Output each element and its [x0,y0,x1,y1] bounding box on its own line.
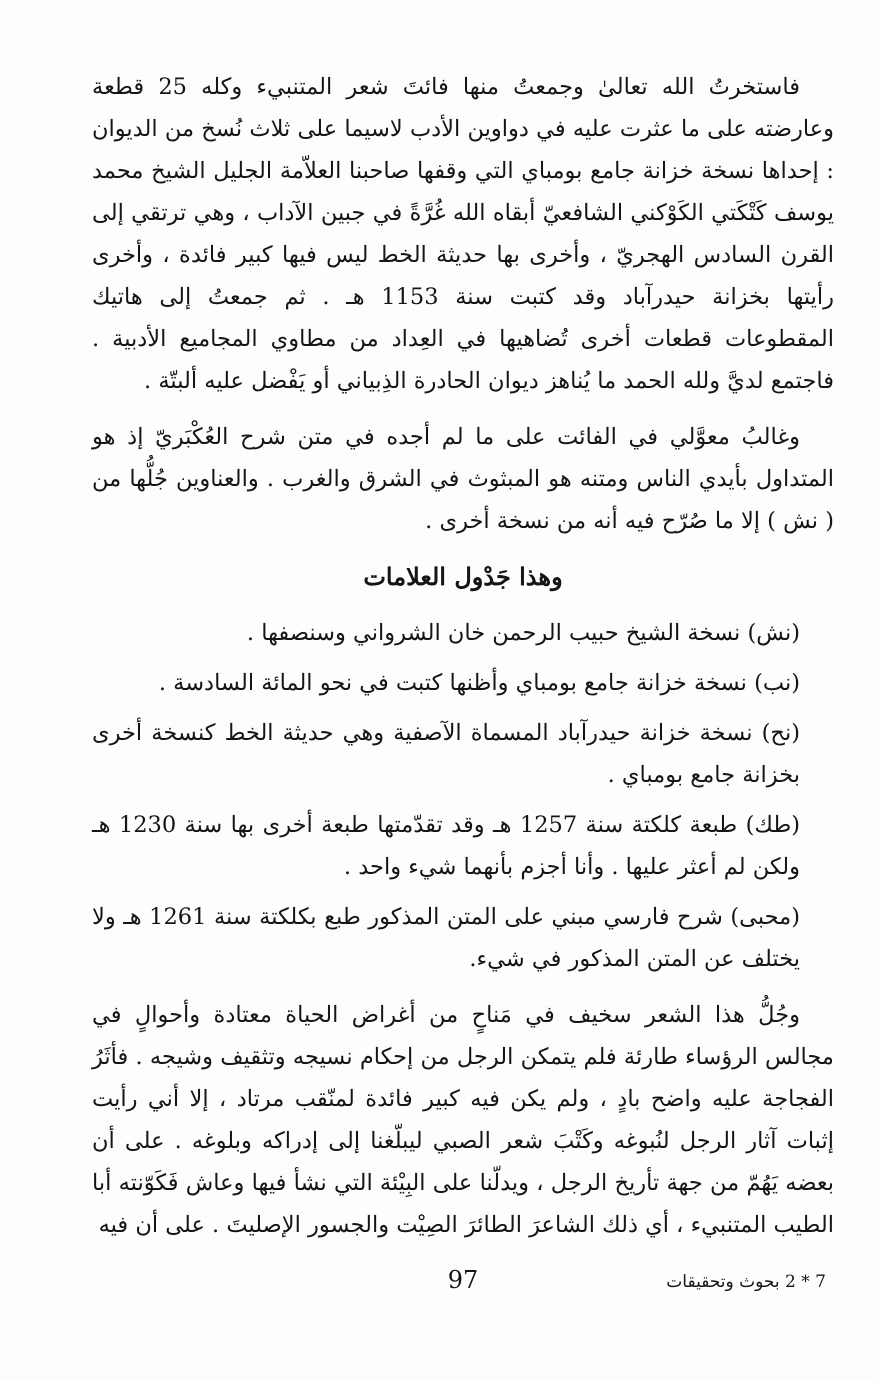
paragraph-sources: وغالبُ معوَّلي في الفائت على ما لم أجده في متن شرح العُكْبَريّ إذ هو المتداول بأيدي الناس ومتنه هو المبثوث في الشرق والغرب . والعناوين جُلُّها من ( نش ) إلا ما صُرّح فيه أنه من نسخة أخرى . [92,424,834,534]
legend-code: (نش) [747,620,800,646]
legend-text: نسخة خزانة حيدرآباد المسماة الآصفية وهي حديثة الخط كنسخة أخرى بخزانة جامع بومباي . [92,720,800,788]
legend-text: نسخة خزانة جامع بومباي وأظنها كتبت في نحو المائة السادسة . [158,670,747,696]
legend-code: (نب) [754,670,800,696]
legend-text: نسخة الشيخ حبيب الرحمن خان الشرواني وسنصفها . [246,620,741,646]
section-heading: وهذا جَدْول العلامات [363,562,563,591]
legend-entry-nsh [92,612,834,654]
legend-text: شرح فارسي مبني على المتن المذكور طبع بكلكتة سنة 1261 هـ ولا يختلف عن المتن المذكور في شيء. [92,904,800,972]
legend-text: طبعة كلكتة سنة 1257 هـ وقد تقدّمتها طبعة أخرى بها سنة 1230 هـ ولكن لم أعثر عليها . وأنا أجزم بأنهما شيء واحد . [92,812,800,880]
legend-code: (طك) [745,812,801,838]
legend-entry-nb [92,662,834,704]
paragraph-assessment: وجُلُّ هذا الشعر سخيف في مَناحٍ من أغراض الحياة معتادة وأحوالٍ في مجالس الرؤساء طارئة فلم يتمكن الرجل من إحكام نسيجه وتثقيف وشيجه . فأثَرُ الفجاجة عليه واضح بادٍ ، ولم يكن فيه كبير فائدة لمنّقب مرتاد ، إلا أني رأيت إثبات آثار الرجل لنُبوغه وكَتْبَ شعر الصبي ليبلّغنا إلى إدراكه وبلوغه . على أن بعضه يَهُمّ من جهة تأريخ الرجل ، ويدلّنا على البِيْئة التي نشأ فيها وعاش فَكَوّنته أبا الطيب المتنبيء ، أي ذلك الشاعرَ الطائرَ الصِيْت والجسور الإصليتَ . على أن فيه [92,1002,834,1238]
paragraph-intro: فاستخرتُ الله تعالىٰ وجمعتُ منها فائتَ شعر المتنبيء وكله 25 قطعة وعارضته على ما عثرت عليه في دواوين الأدب لاسيما على ثلاث نُسخ من الديوان : إحداها نسخة خزانة جامع بومباي التي وقفها صاحبنا العلاّمة الجليل الشيخ محمد يوسف كَتْكَتي الكَوْكني الشافعيّ أبقاه الله غُرَّةً في جبين الآداب ، وهي ترتقي إلى القرن السادس الهجريّ ، وأخرى بها حديثة الخط ليس فيها كبير فائدة ، وأخرى رأيتها بخزانة حيدرآباد وقد كتبت سنة 1153 هـ . ثم جمعتُ إلى هاتيك المقطوعات قطعات أخرى تُضاهيها في العِداد من مطاوي المجاميع الأدبية . فاجتمع لديَّ ولله الحمد ما يُناهز ديوان الحادرة الذِبياني أو يَفْضل عليه ألبتّة . [92,74,835,394]
page-number: 97 [447,1266,479,1294]
legend-entry-nh [92,712,834,796]
page-body [92,66,834,1260]
page-footer [92,1262,834,1302]
legend-code: (نح) [761,720,800,746]
legend-code: (محبى) [730,904,800,930]
running-footer: 7 * 2 بحوث وتحقيقات [666,1272,826,1292]
legend-entry-tk [92,804,834,888]
legend-entry-mhb [92,896,834,980]
